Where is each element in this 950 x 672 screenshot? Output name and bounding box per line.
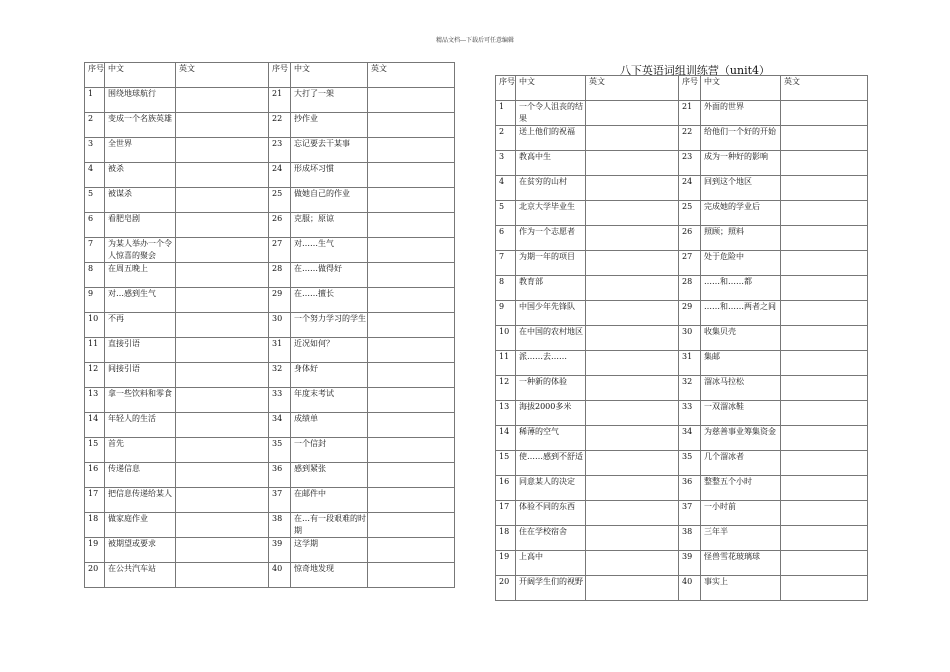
row-number: 26: [269, 213, 291, 238]
row-number: 38: [679, 526, 701, 551]
table-row: [85, 338, 455, 363]
english-answer-cell: [176, 388, 269, 413]
table-row: [85, 238, 455, 263]
english-answer-cell: [176, 313, 269, 338]
english-answer-cell: [781, 526, 868, 551]
chinese-phrase: 在中国的农村地区: [516, 326, 586, 351]
chinese-phrase: 一小时前: [701, 501, 781, 526]
english-answer-cell: [176, 413, 269, 438]
header-en: 英文: [586, 76, 679, 101]
chinese-phrase: 围绕地球航行: [105, 88, 176, 113]
row-number: 33: [679, 401, 701, 426]
english-answer-cell: [586, 551, 679, 576]
chinese-phrase: 全世界: [105, 138, 176, 163]
chinese-phrase: 事实上: [701, 576, 781, 601]
row-number: 28: [679, 276, 701, 301]
chinese-phrase: 被杀: [105, 163, 176, 188]
chinese-phrase: 年度末考试: [291, 388, 368, 413]
english-answer-cell: [368, 538, 455, 563]
table-row: [85, 488, 455, 513]
english-answer-cell: [781, 576, 868, 601]
english-answer-cell: [586, 251, 679, 276]
english-answer-cell: [368, 488, 455, 513]
chinese-phrase: 稀薄的空气: [516, 426, 586, 451]
row-number: 17: [496, 501, 516, 526]
chinese-phrase: 住在学校宿舍: [516, 526, 586, 551]
chinese-phrase: 在周五晚上: [105, 263, 176, 288]
table-header-row: [85, 63, 455, 88]
row-number: 11: [85, 338, 105, 363]
english-answer-cell: [781, 226, 868, 251]
row-number: 19: [85, 538, 105, 563]
table-row: [496, 276, 868, 301]
chinese-phrase: 溜冰马拉松: [701, 376, 781, 401]
table-row: [496, 476, 868, 501]
table-row: [496, 326, 868, 351]
english-answer-cell: [368, 88, 455, 113]
chinese-phrase: 做她自己的作业: [291, 188, 368, 213]
english-answer-cell: [176, 488, 269, 513]
english-answer-cell: [368, 563, 455, 588]
table-row: [496, 226, 868, 251]
row-number: 31: [269, 338, 291, 363]
table-row: [496, 576, 868, 601]
english-answer-cell: [781, 176, 868, 201]
row-number: 30: [269, 313, 291, 338]
english-answer-cell: [368, 138, 455, 163]
english-answer-cell: [176, 513, 269, 538]
header-cn: 中文: [516, 76, 586, 101]
row-number: 9: [85, 288, 105, 313]
english-answer-cell: [368, 238, 455, 263]
chinese-phrase: 一个努力学习的学生: [291, 313, 368, 338]
row-number: 4: [85, 163, 105, 188]
chinese-phrase: 对……生气: [291, 238, 368, 263]
row-number: 23: [269, 138, 291, 163]
english-answer-cell: [781, 126, 868, 151]
english-answer-cell: [586, 501, 679, 526]
english-answer-cell: [586, 201, 679, 226]
english-answer-cell: [368, 338, 455, 363]
table-row: [496, 526, 868, 551]
row-number: 25: [679, 201, 701, 226]
table-row: [85, 213, 455, 238]
row-number: 15: [85, 438, 105, 463]
header-en: 英文: [368, 63, 455, 88]
row-number: 12: [496, 376, 516, 401]
english-answer-cell: [368, 388, 455, 413]
row-number: 24: [269, 163, 291, 188]
row-number: 33: [269, 388, 291, 413]
chinese-phrase: 忘记要去干某事: [291, 138, 368, 163]
chinese-phrase: 克服；原谅: [291, 213, 368, 238]
header-cn: 中文: [701, 76, 781, 101]
english-answer-cell: [781, 151, 868, 176]
table-row: [85, 413, 455, 438]
row-number: 22: [679, 126, 701, 151]
english-answer-cell: [176, 463, 269, 488]
chinese-phrase: 感到紧张: [291, 463, 368, 488]
header-cn: 中文: [291, 63, 368, 88]
english-answer-cell: [781, 276, 868, 301]
chinese-phrase: 体验不同的东西: [516, 501, 586, 526]
table-row: [85, 538, 455, 563]
row-number: 36: [269, 463, 291, 488]
table-row: [85, 188, 455, 213]
chinese-phrase: 为期一年的项目: [516, 251, 586, 276]
header-no: 序号: [269, 63, 291, 88]
row-number: 3: [496, 151, 516, 176]
chinese-phrase: 北京大学毕业生: [516, 201, 586, 226]
row-number: 13: [496, 401, 516, 426]
english-answer-cell: [368, 263, 455, 288]
chinese-phrase: 被期望或要求: [105, 538, 176, 563]
english-answer-cell: [586, 101, 679, 126]
chinese-phrase: 被谋杀: [105, 188, 176, 213]
table-row: [496, 301, 868, 326]
english-answer-cell: [586, 226, 679, 251]
row-number: 6: [496, 226, 516, 251]
chinese-phrase: 中国少年先锋队: [516, 301, 586, 326]
row-number: 10: [496, 326, 516, 351]
chinese-phrase: 作为一个志愿者: [516, 226, 586, 251]
english-answer-cell: [586, 301, 679, 326]
row-number: 7: [85, 238, 105, 263]
english-answer-cell: [176, 288, 269, 313]
chinese-phrase: 处于危险中: [701, 251, 781, 276]
english-answer-cell: [176, 238, 269, 263]
chinese-phrase: 照顾；照料: [701, 226, 781, 251]
english-answer-cell: [176, 438, 269, 463]
english-answer-cell: [176, 113, 269, 138]
chinese-phrase: 成绩单: [291, 413, 368, 438]
row-number: 6: [85, 213, 105, 238]
chinese-phrase: 海拔2000多米: [516, 401, 586, 426]
table-row: [496, 176, 868, 201]
english-answer-cell: [368, 113, 455, 138]
row-number: 15: [496, 451, 516, 476]
chinese-phrase: 开阔学生们的视野: [516, 576, 586, 601]
english-answer-cell: [781, 501, 868, 526]
table-row: [496, 551, 868, 576]
english-answer-cell: [176, 538, 269, 563]
row-number: 21: [679, 101, 701, 126]
chinese-phrase: 教高中生: [516, 151, 586, 176]
english-answer-cell: [176, 163, 269, 188]
english-answer-cell: [368, 163, 455, 188]
row-number: 29: [269, 288, 291, 313]
chinese-phrase: 拿一些饮料和零食: [105, 388, 176, 413]
chinese-phrase: 不再: [105, 313, 176, 338]
chinese-phrase: 同意某人的决定: [516, 476, 586, 501]
chinese-phrase: 使……感到不舒适: [516, 451, 586, 476]
row-number: 4: [496, 176, 516, 201]
table-row: [496, 201, 868, 226]
chinese-phrase: 这学期: [291, 538, 368, 563]
right-vocab-table: [495, 75, 868, 601]
english-answer-cell: [781, 376, 868, 401]
row-number: 8: [85, 263, 105, 288]
row-number: 38: [269, 513, 291, 538]
chinese-phrase: 一个令人沮丧的结果: [516, 101, 586, 126]
table-row: [85, 563, 455, 588]
chinese-phrase: 在……擅长: [291, 288, 368, 313]
chinese-phrase: 在公共汽车站: [105, 563, 176, 588]
english-answer-cell: [781, 101, 868, 126]
english-answer-cell: [781, 476, 868, 501]
chinese-phrase: 怪兽雪花玻璃球: [701, 551, 781, 576]
row-number: 20: [85, 563, 105, 588]
english-answer-cell: [586, 526, 679, 551]
english-answer-cell: [586, 576, 679, 601]
english-answer-cell: [176, 213, 269, 238]
row-number: 5: [496, 201, 516, 226]
english-answer-cell: [781, 401, 868, 426]
chinese-phrase: 为某人举办一个令人惊喜的聚会: [105, 238, 176, 263]
chinese-phrase: 在邮件中: [291, 488, 368, 513]
table-row: [85, 363, 455, 388]
english-answer-cell: [176, 363, 269, 388]
table-row: [496, 501, 868, 526]
table-row: [496, 401, 868, 426]
table-row: [496, 451, 868, 476]
chinese-phrase: 身体好: [291, 363, 368, 388]
row-number: 40: [679, 576, 701, 601]
row-number: 32: [269, 363, 291, 388]
chinese-phrase: 一个信封: [291, 438, 368, 463]
chinese-phrase: 上高中: [516, 551, 586, 576]
chinese-phrase: 做家庭作业: [105, 513, 176, 538]
chinese-phrase: 惊奇地发现: [291, 563, 368, 588]
english-answer-cell: [368, 438, 455, 463]
english-answer-cell: [368, 463, 455, 488]
row-number: 10: [85, 313, 105, 338]
chinese-phrase: 间接引语: [105, 363, 176, 388]
table-row: [496, 101, 868, 126]
english-answer-cell: [176, 88, 269, 113]
row-number: 16: [496, 476, 516, 501]
row-number: 35: [679, 451, 701, 476]
chinese-phrase: 外面的世界: [701, 101, 781, 126]
row-number: 30: [679, 326, 701, 351]
chinese-phrase: 成为一种好的影响: [701, 151, 781, 176]
chinese-phrase: 送上他们的祝福: [516, 126, 586, 151]
header-cn: 中文: [105, 63, 176, 88]
english-answer-cell: [586, 326, 679, 351]
row-number: 19: [496, 551, 516, 576]
row-number: 37: [269, 488, 291, 513]
row-number: 26: [679, 226, 701, 251]
english-answer-cell: [176, 563, 269, 588]
chinese-phrase: ……和……都: [701, 276, 781, 301]
chinese-phrase: 直接引语: [105, 338, 176, 363]
english-answer-cell: [781, 351, 868, 376]
english-answer-cell: [586, 476, 679, 501]
row-number: 11: [496, 351, 516, 376]
chinese-phrase: 在贫穷的山村: [516, 176, 586, 201]
english-answer-cell: [176, 188, 269, 213]
english-answer-cell: [368, 288, 455, 313]
english-answer-cell: [368, 188, 455, 213]
row-number: 9: [496, 301, 516, 326]
header-en: 英文: [781, 76, 868, 101]
english-answer-cell: [781, 201, 868, 226]
row-number: 7: [496, 251, 516, 276]
table-row: [85, 288, 455, 313]
row-number: 34: [679, 426, 701, 451]
left-vocab-table: [84, 62, 455, 588]
row-number: 40: [269, 563, 291, 588]
english-answer-cell: [781, 451, 868, 476]
chinese-phrase: 形成坏习惯: [291, 163, 368, 188]
chinese-phrase: 几个溜冰者: [701, 451, 781, 476]
chinese-phrase: 完成她的学业后: [701, 201, 781, 226]
chinese-phrase: 看肥皂剧: [105, 213, 176, 238]
english-answer-cell: [586, 376, 679, 401]
row-number: 29: [679, 301, 701, 326]
english-answer-cell: [368, 413, 455, 438]
chinese-phrase: 派……去……: [516, 351, 586, 376]
english-answer-cell: [586, 401, 679, 426]
english-answer-cell: [586, 451, 679, 476]
english-answer-cell: [176, 138, 269, 163]
table-row: [496, 426, 868, 451]
chinese-phrase: ……和……两者之间: [701, 301, 781, 326]
table-row: [85, 313, 455, 338]
chinese-phrase: 把信息传递给某人: [105, 488, 176, 513]
row-number: 28: [269, 263, 291, 288]
row-number: 25: [269, 188, 291, 213]
chinese-phrase: 集邮: [701, 351, 781, 376]
row-number: 35: [269, 438, 291, 463]
english-answer-cell: [368, 513, 455, 538]
row-number: 8: [496, 276, 516, 301]
chinese-phrase: 给他们一个好的开始: [701, 126, 781, 151]
english-answer-cell: [586, 126, 679, 151]
table-header-row: [496, 76, 868, 101]
table-row: [85, 138, 455, 163]
row-number: 32: [679, 376, 701, 401]
chinese-phrase: 三年半: [701, 526, 781, 551]
english-answer-cell: [781, 426, 868, 451]
row-number: 2: [85, 113, 105, 138]
english-answer-cell: [781, 326, 868, 351]
chinese-phrase: 回到这个地区: [701, 176, 781, 201]
row-number: 34: [269, 413, 291, 438]
chinese-phrase: 首先: [105, 438, 176, 463]
row-number: 39: [679, 551, 701, 576]
row-number: 1: [85, 88, 105, 113]
chinese-phrase: 年轻人的生活: [105, 413, 176, 438]
header-no: 序号: [679, 76, 701, 101]
chinese-phrase: 一种新的体验: [516, 376, 586, 401]
chinese-phrase: 传递信息: [105, 463, 176, 488]
row-number: 21: [269, 88, 291, 113]
row-number: 27: [679, 251, 701, 276]
chinese-phrase: 整整五个小时: [701, 476, 781, 501]
row-number: 39: [269, 538, 291, 563]
table-row: [496, 351, 868, 376]
english-answer-cell: [586, 151, 679, 176]
page-header: 精品文档---下载后可任意编辑: [435, 37, 515, 44]
english-answer-cell: [586, 351, 679, 376]
english-answer-cell: [368, 363, 455, 388]
table-row: [496, 251, 868, 276]
table-row: [85, 388, 455, 413]
table-row: [496, 126, 868, 151]
right-table-title: 八下英语词组训练营（unit4）: [619, 64, 771, 77]
chinese-phrase: 为慈善事业筹集资金: [701, 426, 781, 451]
english-answer-cell: [176, 263, 269, 288]
row-number: 23: [679, 151, 701, 176]
row-number: 24: [679, 176, 701, 201]
english-answer-cell: [781, 301, 868, 326]
chinese-phrase: 一双溜冰鞋: [701, 401, 781, 426]
table-row: [85, 88, 455, 113]
row-number: 20: [496, 576, 516, 601]
table-row: [85, 513, 455, 538]
english-answer-cell: [368, 213, 455, 238]
chinese-phrase: 教育部: [516, 276, 586, 301]
english-answer-cell: [586, 176, 679, 201]
english-answer-cell: [781, 251, 868, 276]
table-row: [85, 163, 455, 188]
row-number: 3: [85, 138, 105, 163]
row-number: 22: [269, 113, 291, 138]
row-number: 37: [679, 501, 701, 526]
row-number: 16: [85, 463, 105, 488]
chinese-phrase: 变成一个名族英雄: [105, 113, 176, 138]
english-answer-cell: [586, 426, 679, 451]
row-number: 36: [679, 476, 701, 501]
header-no: 序号: [496, 76, 516, 101]
row-number: 17: [85, 488, 105, 513]
chinese-phrase: 在…有一段艰难的时期: [291, 513, 368, 538]
row-number: 1: [496, 101, 516, 126]
table-row: [85, 463, 455, 488]
row-number: 5: [85, 188, 105, 213]
row-number: 14: [496, 426, 516, 451]
header-en: 英文: [176, 63, 269, 88]
table-row: [85, 263, 455, 288]
row-number: 18: [496, 526, 516, 551]
english-answer-cell: [368, 313, 455, 338]
chinese-phrase: 在……做得好: [291, 263, 368, 288]
table-row: [496, 376, 868, 401]
row-number: 27: [269, 238, 291, 263]
row-number: 18: [85, 513, 105, 538]
chinese-phrase: 对…感到生气: [105, 288, 176, 313]
table-row: [85, 438, 455, 463]
chinese-phrase: 近况如何？: [291, 338, 368, 363]
chinese-phrase: 抄作业: [291, 113, 368, 138]
english-answer-cell: [176, 338, 269, 363]
chinese-phrase: 大打了一架: [291, 88, 368, 113]
chinese-phrase: 收集贝壳: [701, 326, 781, 351]
header-no: 序号: [85, 63, 105, 88]
row-number: 13: [85, 388, 105, 413]
row-number: 2: [496, 126, 516, 151]
english-answer-cell: [586, 276, 679, 301]
table-row: [496, 151, 868, 176]
table-row: [85, 113, 455, 138]
english-answer-cell: [781, 551, 868, 576]
row-number: 31: [679, 351, 701, 376]
row-number: 12: [85, 363, 105, 388]
row-number: 14: [85, 413, 105, 438]
